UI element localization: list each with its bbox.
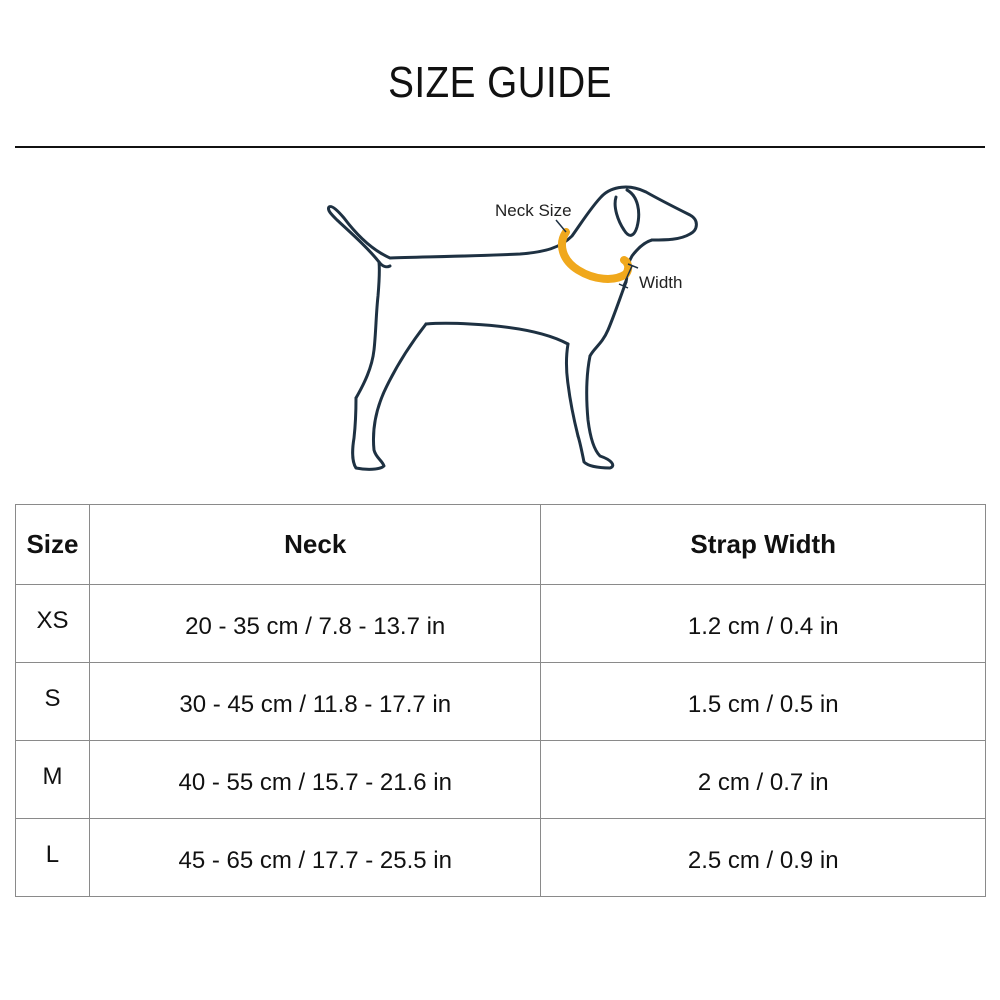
size-cell: L: [16, 819, 90, 897]
strap-cell: 2 cm / 0.7 in: [541, 741, 986, 819]
table-row: [16, 741, 986, 819]
strap-cell: 1.5 cm / 0.5 in: [541, 663, 986, 741]
header-size: Size: [16, 505, 90, 585]
title-divider: [15, 146, 985, 148]
size-cell: S: [16, 663, 90, 741]
page-title: SIZE GUIDE: [388, 58, 612, 107]
strap-cell: 2.5 cm / 0.9 in: [541, 819, 986, 897]
size-cell: M: [16, 741, 90, 819]
header-neck: Neck: [89, 505, 541, 585]
size-cell: XS: [16, 585, 90, 663]
table-header-row: [16, 505, 986, 585]
size-table: [15, 504, 986, 897]
table-row: [16, 663, 986, 741]
width-label: Width: [639, 273, 683, 292]
header-strap-width: Strap Width: [541, 505, 986, 585]
neck-cell: 40 - 55 cm / 15.7 - 21.6 in: [89, 741, 541, 819]
neck-cell: 30 - 45 cm / 11.8 - 17.7 in: [89, 663, 541, 741]
table-row: [16, 585, 986, 663]
neck-cell: 20 - 35 cm / 7.8 - 13.7 in: [89, 585, 541, 663]
strap-cell: 1.2 cm / 0.4 in: [541, 585, 986, 663]
dog-illustration: [310, 170, 710, 480]
dog-outline-icon: [328, 187, 696, 469]
neck-cell: 45 - 65 cm / 17.7 - 25.5 in: [89, 819, 541, 897]
collar-icon: [562, 232, 628, 279]
neck-pointer-icon: [556, 220, 566, 232]
neck-size-label: Neck Size: [495, 201, 572, 220]
table-row: [16, 819, 986, 897]
